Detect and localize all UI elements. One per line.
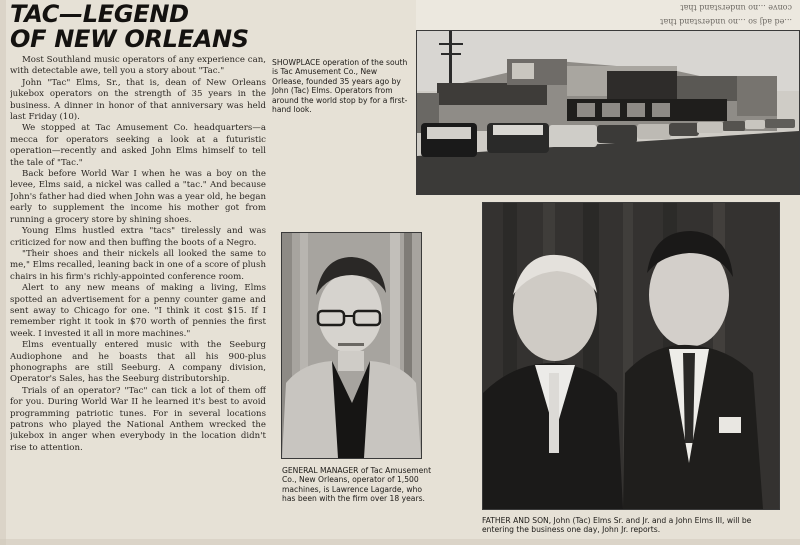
article-paragraph: Trials of an operator? "Tac" can tick a lot of them off for you. During World War II he learned it's best to avoid programming patriotic tunes. For in several locations patrons who played the National Anthem wrecked the jukebox in anger when everybody in the location didn't rise to attention.	[10, 385, 266, 453]
article-paragraph: Young Elms hustled extra "tacs" tirelessly and was criticized for now and then buffing the boots of a Negro.	[10, 226, 266, 248]
showplace-caption: SHOWPLACE operation of the south is Tac Amusement Co., New Orlease, founded 35 years ago by John (Tac) Elms. Operators from around the world stop by for a first-hand look.	[272, 58, 408, 115]
torn-edge-left	[0, 0, 6, 545]
article-paragraph: We stopped at Tac Amusement Co. headquarters—a mecca for operators seeking a look at a futuristic operation—recently and asked John Elms himself to tell the tale of "Tac."	[10, 123, 266, 168]
article-paragraph: John "Tac" Elms, Sr., that is, dean of New Orleans jukebox operators on the strength of 35 years in the business. A dinner in honor of that anniversary was held last Friday (10).	[10, 77, 266, 123]
headline-line-1: TAC—LEGEND	[10, 0, 189, 28]
article-paragraph: Back before World War I when he was a boy on the levee, Elms said, a nickel was called a "tac." And because John's father had died when John was a year old, he began early to supplement the income his mother got from running a grocery store by shining shoes.	[10, 169, 266, 225]
reverse-side-text-strip	[416, 0, 800, 30]
general-manager-caption: GENERAL MANAGER of Tac Amusement Co., New Orleans, operator of 1,500 machines, is Lawrence Lagarde, who has been with the firm over 18 years.	[282, 466, 432, 504]
headline-line-2: OF NEW ORLEANS	[10, 25, 249, 53]
torn-edge-bottom	[0, 539, 800, 545]
article-body	[10, 55, 266, 543]
article-headline	[10, 2, 265, 52]
article-paragraph: Most Southland music operators of any experience can, with detectable awe, tell you a story about "Tac."	[10, 55, 266, 77]
photo-father-and-son	[482, 202, 780, 510]
reverse-text-line-2: ...ed adj so ...no understand that	[660, 17, 792, 26]
article-paragraph: Alert to any new means of making a living, Elms spotted an advertisement for a penny counter game and sent away to Chicago for one. "I think it cost $15. If I remember right it took in $70 worth of pennies the first week. I invested it all in more machines."	[10, 283, 266, 339]
building-street-image	[417, 31, 799, 194]
father-and-son-image	[483, 203, 779, 509]
article-paragraph: Elms eventually entered music with the Seeburg Audiophone and he boasts that all his 900-plus phonographs are still Seeburg. A company division, Operator's Sales, has the Seeburg distributorship.	[10, 340, 266, 385]
reverse-text-line-1: conve ...no understand that	[680, 3, 792, 12]
article-paragraph: "Their shoes and their nickels all looked the same to me," Elms recalled, leaning back in one of a score of plush chairs in his firm's richly-appointed conference room.	[10, 248, 266, 282]
father-and-son-caption: FATHER AND SON, John (Tac) Elms Sr. and Jr. and a John Elms III, will be entering the business one day, John Jr. reports.	[482, 516, 752, 535]
photo-general-manager	[281, 232, 422, 459]
general-manager-image	[282, 233, 421, 458]
photo-building-street	[416, 30, 800, 195]
